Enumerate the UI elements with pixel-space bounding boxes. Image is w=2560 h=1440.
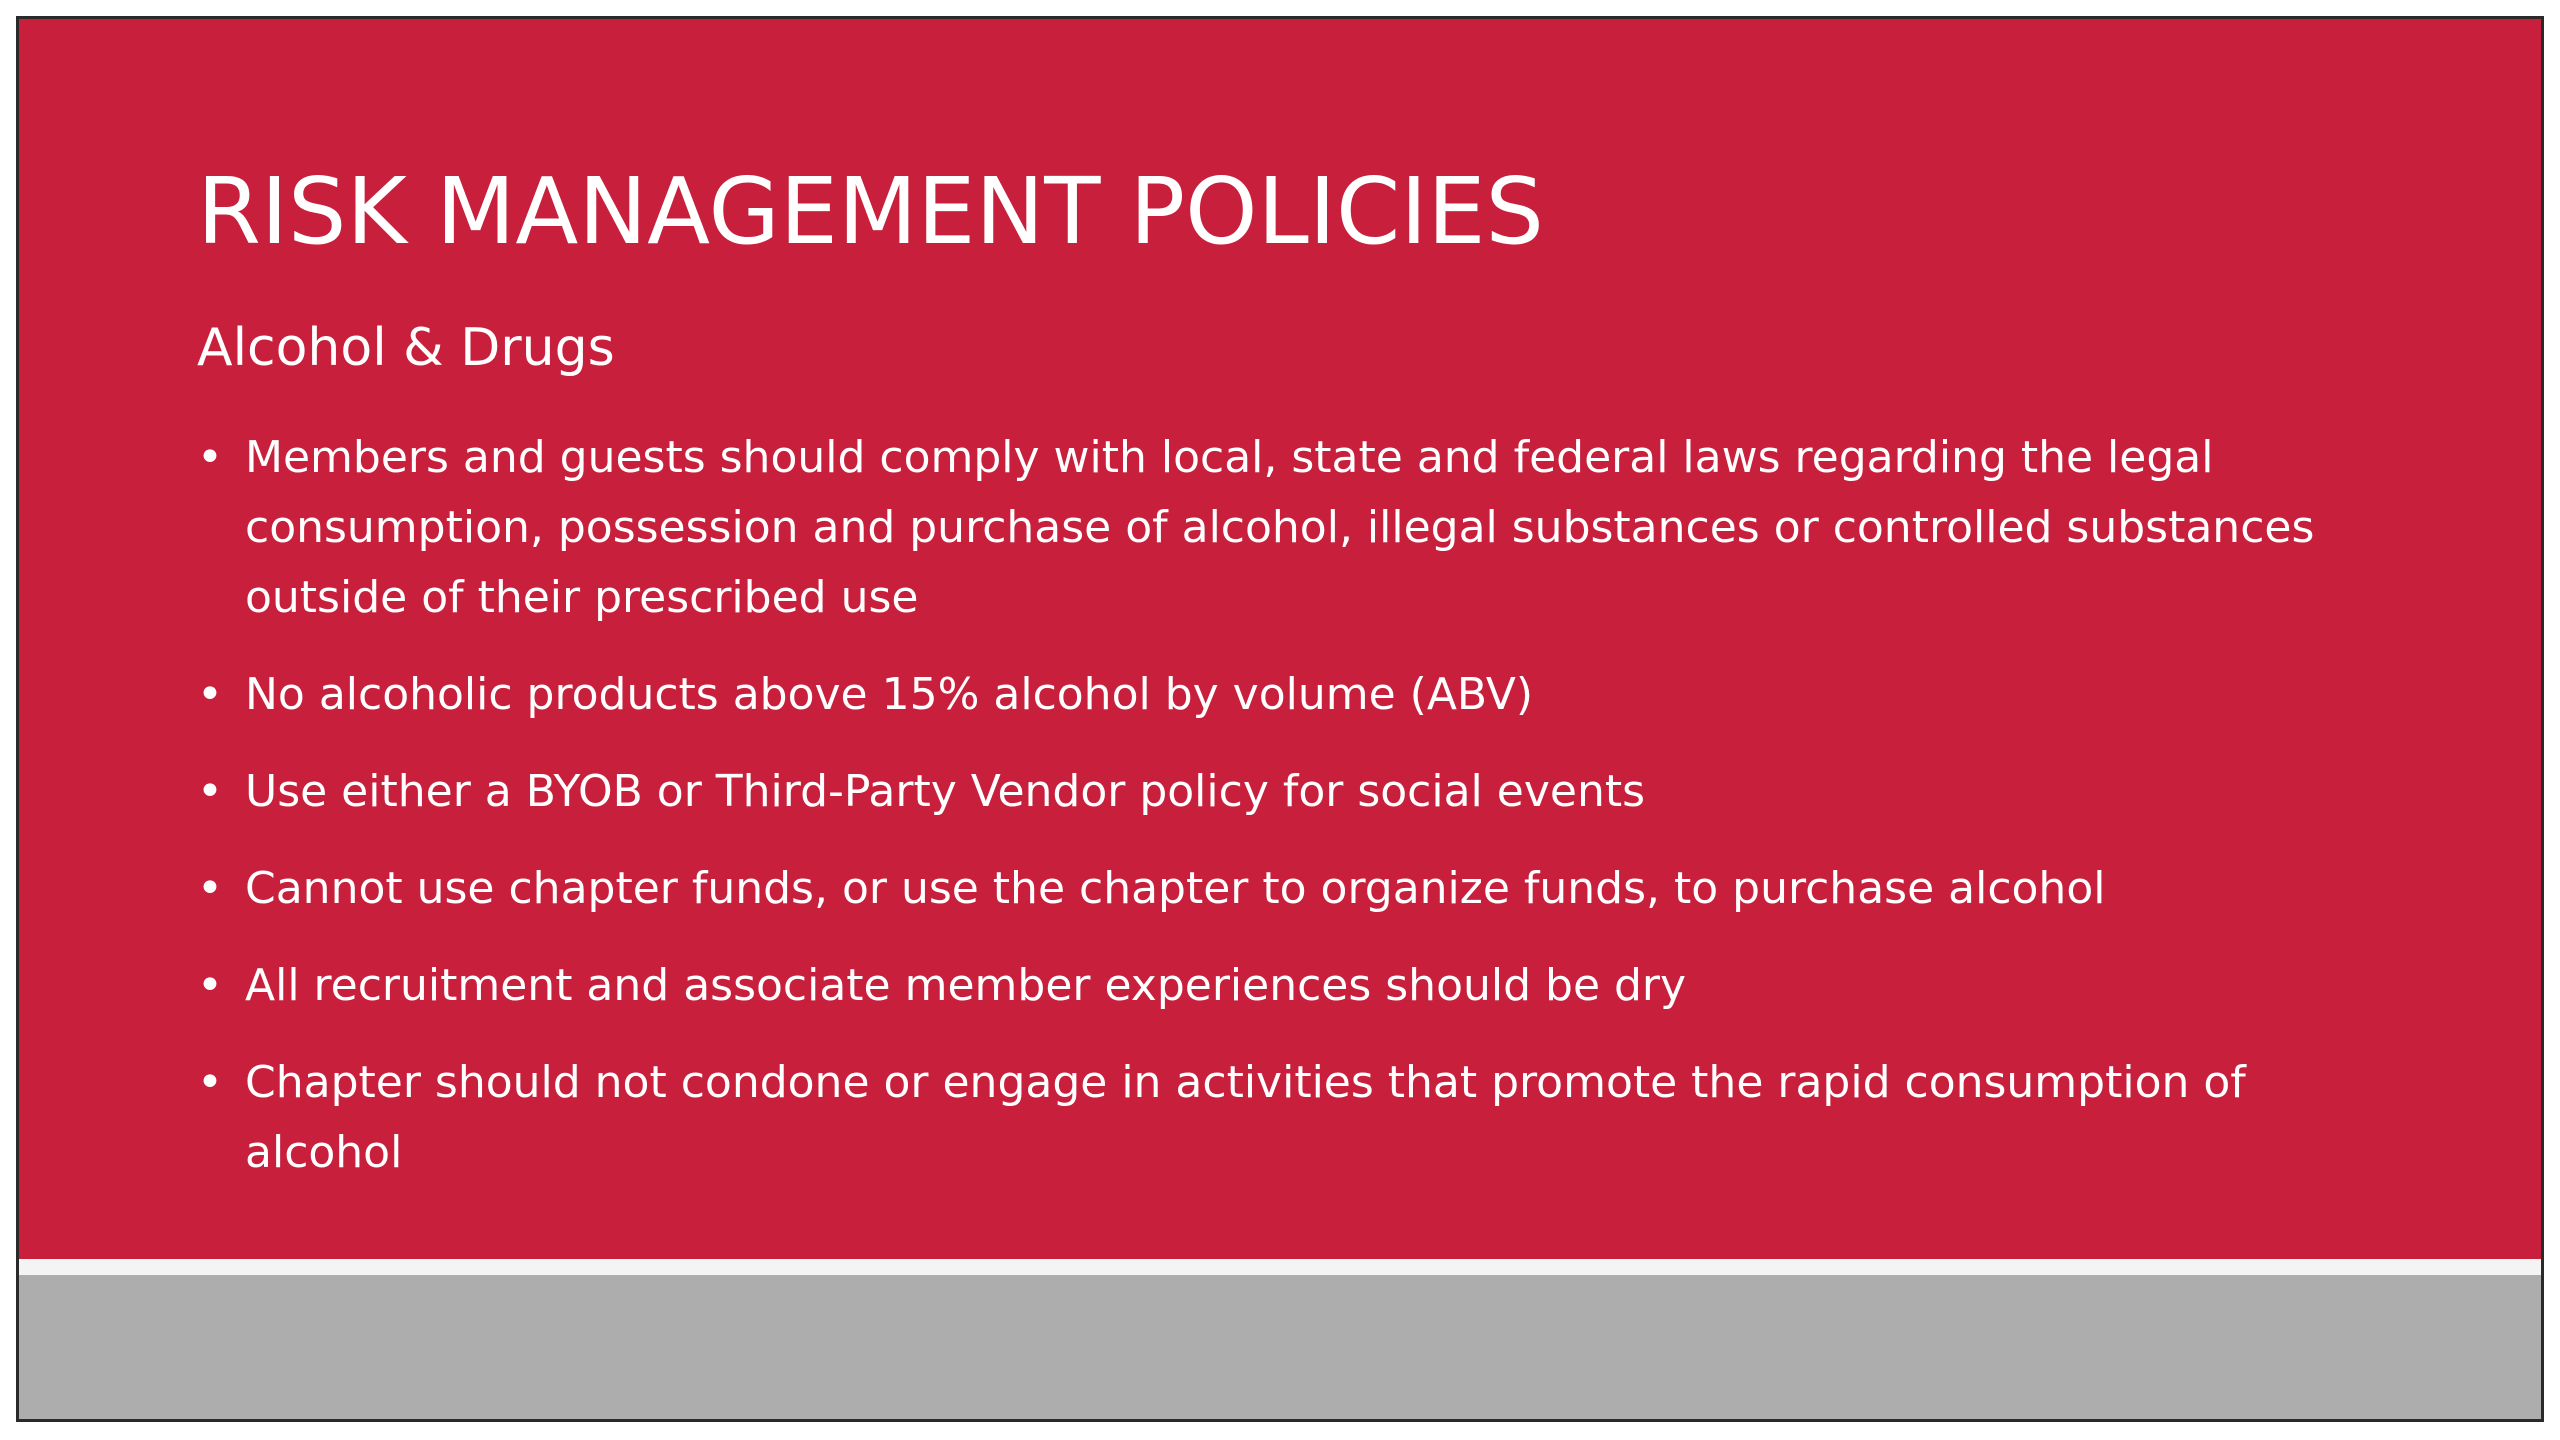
bullet-text: All recruitment and associate member experiences should be dry (245, 960, 1687, 1011)
bullet-item (197, 951, 2347, 1021)
bullet-item (197, 1048, 2347, 1188)
footer-band (19, 1275, 2541, 1422)
bullet-item (197, 660, 2347, 730)
bullet-item (197, 757, 2347, 827)
slide-title: RISK MANAGEMENT POLICIES (197, 158, 1544, 265)
slide-divider (19, 1259, 2541, 1275)
bullet-dot-icon: • (197, 960, 223, 1011)
bullet-item (197, 854, 2347, 924)
bullet-dot-icon: • (197, 1057, 223, 1108)
slide-frame (16, 16, 2544, 1422)
bullet-text: Cannot use chapter funds, or use the chapter to organize funds, to purchase alcohol (245, 863, 2106, 914)
bullet-text: Use either a BYOB or Third-Party Vendor policy for social events (245, 766, 1646, 817)
bullet-dot-icon: • (197, 863, 223, 914)
bullet-dot-icon: • (197, 669, 223, 720)
slide-content-area (19, 19, 2541, 1259)
bullet-text: Chapter should not condone or engage in activities that promote the rapid consumption of alcohol (245, 1057, 2246, 1178)
bullet-text: Members and guests should comply with local, state and federal laws regarding the legal consumption, possession and purchase of alcohol, illegal substances or controlled substances outside of their prescribed use (245, 432, 2315, 623)
slide-subtitle: Alcohol & Drugs (197, 318, 615, 378)
bullet-text: No alcoholic products above 15% alcohol by volume (ABV) (245, 669, 1534, 720)
bullet-dot-icon: • (197, 432, 223, 483)
bullet-list (197, 423, 2347, 1215)
bullet-dot-icon: • (197, 766, 223, 817)
bullet-item (197, 423, 2347, 633)
